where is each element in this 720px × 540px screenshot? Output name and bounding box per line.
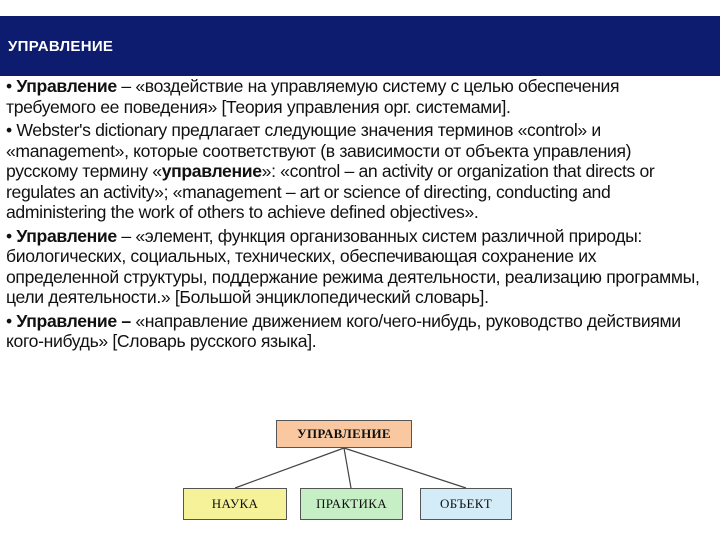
bullet: • — [6, 225, 17, 246]
bullet: • — [6, 76, 17, 96]
definition-text: »: «control – an activity or organization that directs or regulates an activity»; «management – art or science of directing, conducting and administering the work of others to achieve defined objectives». — [6, 161, 655, 222]
definition-text: «направление движением кого/чего-нибудь, руководство действиями кого-нибудь» [Словарь русского языка]. — [6, 310, 681, 351]
term-bold: Управление — [16, 76, 117, 96]
diagram-root-box: УПРАВЛЕНИЕ — [276, 420, 412, 448]
bullet: • — [6, 310, 17, 331]
term-bold: Управление – — [16, 310, 131, 331]
diagram-box-object: ОБЪЕКТ — [420, 488, 512, 520]
definition-text: – «воздействие на управляемую систему с целью обеспечения требуемого ее поведения» [Теория управления орг. системами]. — [6, 76, 620, 117]
connector-line — [344, 448, 466, 488]
diagram-box-science: НАУКА — [183, 488, 287, 520]
connector-line — [344, 448, 351, 488]
diagram-box-practice: ПРАКТИКА — [300, 488, 403, 520]
term-bold: Управление — [16, 225, 117, 246]
term-bold: управление — [161, 161, 262, 181]
definition-text: • Webster's dictionary предлагает следующие значения терминов «control» и «management», которые соответствуют (в зависимости от объекта управления) русскому термину « — [6, 120, 632, 181]
slide-title: УПРАВЛЕНИЕ — [8, 38, 114, 55]
definition-text: – «элемент, функция организованных систем различной природы: биологических, социальных, технических, обеспечивающая сохранение их определенной структуры, поддержание режима деятельности, реализацию программы, цели деятельности.» [Большой энциклопедический словарь]. — [6, 225, 700, 307]
connector-line — [235, 448, 344, 488]
